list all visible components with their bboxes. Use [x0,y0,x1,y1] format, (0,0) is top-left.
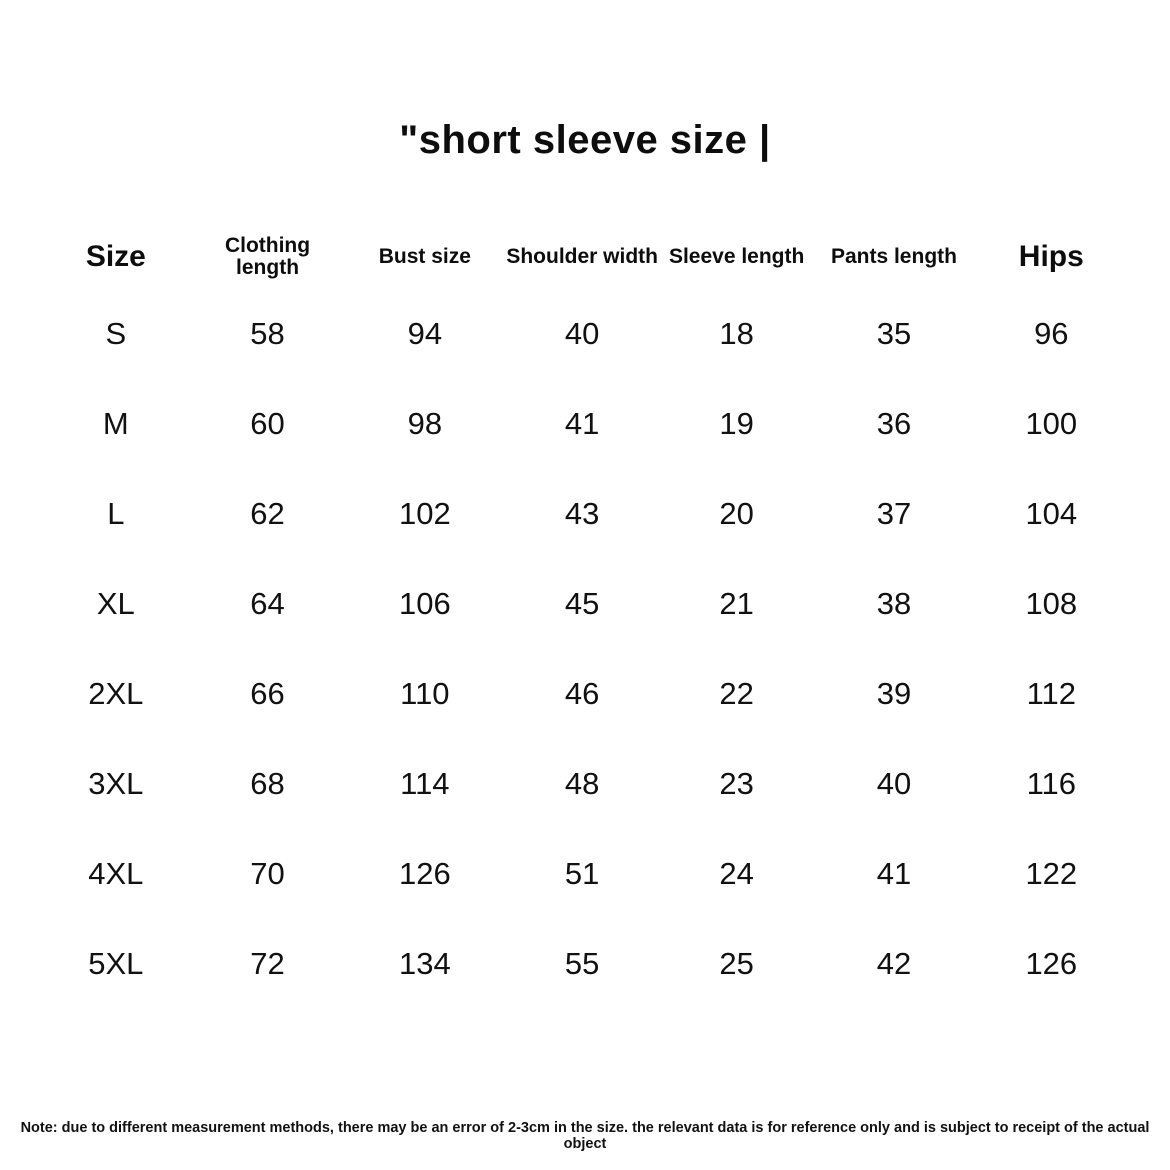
cell-hips: 104 [1025,496,1078,532]
cell-bust-size: 102 [398,496,451,532]
column-header-bust-size: Bust size [378,245,471,269]
page-title: "short sleeve size | [399,118,771,162]
cell-size: M [102,406,129,442]
cell-hips: 100 [1025,406,1078,442]
cell-size: S [105,316,127,352]
column-header-shoulder-width: Shoulder width [506,245,658,269]
cell-sleeve-length: 23 [719,766,754,802]
cell-size: XL [96,586,135,622]
table-row [40,559,1130,649]
cell-sleeve-length: 21 [719,586,754,622]
cell-clothing-length: 60 [250,406,285,442]
table-row [40,289,1130,379]
cell-size: 5XL [88,946,144,982]
cell-pants-length: 42 [876,946,912,982]
cell-pants-length: 35 [876,316,912,352]
cell-bust-size: 114 [400,766,450,802]
cell-pants-length: 36 [876,406,912,442]
column-header-size: Size [85,240,146,274]
cell-clothing-length: 62 [250,496,285,532]
size-table-container [0,235,1170,1009]
cell-bust-size: 98 [407,406,443,442]
cell-shoulder-width: 48 [564,766,600,802]
cell-hips: 116 [1026,766,1077,802]
cell-bust-size: 126 [398,856,451,892]
cell-size: 3XL [88,766,144,802]
cell-clothing-length: 68 [250,766,285,802]
cell-hips: 108 [1025,586,1078,622]
measurement-note: Note: due to different measurement methods, there may be an error of 2-3cm in the size. the relevant data is for reference only and is subject to receipt of the actual object [20,1120,1150,1152]
cell-sleeve-length: 18 [719,316,754,352]
cell-shoulder-width: 51 [564,856,600,892]
table-row [40,739,1130,829]
cell-bust-size: 134 [398,946,451,982]
table-header [40,235,1130,289]
cell-shoulder-width: 45 [564,586,600,622]
cell-sleeve-length: 19 [719,406,754,442]
cell-hips: 126 [1025,946,1078,982]
table-row [40,649,1130,739]
cell-pants-length: 37 [876,496,912,532]
cell-hips: 122 [1025,856,1078,892]
table-body [40,289,1130,1009]
cell-shoulder-width: 43 [564,496,600,532]
cell-pants-length: 38 [876,586,912,622]
size-table [40,235,1130,1009]
cell-sleeve-length: 20 [719,496,754,532]
cell-clothing-length: 58 [250,316,285,352]
cell-clothing-length: 66 [250,676,285,712]
table-header-row [40,235,1130,289]
table-row [40,469,1130,559]
cell-sleeve-length: 24 [719,856,754,892]
cell-bust-size: 106 [398,586,451,622]
cell-sleeve-length: 22 [719,676,754,712]
cell-shoulder-width: 55 [564,946,600,982]
cell-bust-size: 110 [400,676,450,712]
table-row [40,379,1130,469]
column-header-clothing-length: Clothing length [224,234,311,280]
table-row [40,829,1130,919]
cell-size: 2XL [88,676,144,712]
cell-size: L [107,496,125,532]
cell-clothing-length: 70 [250,856,285,892]
column-header-sleeve-length: Sleeve length [668,245,805,269]
cell-clothing-length: 64 [250,586,285,622]
cell-bust-size: 94 [407,316,443,352]
cell-pants-length: 41 [876,856,912,892]
cell-size: 4XL [88,856,144,892]
cell-hips: 112 [1026,676,1077,712]
column-header-pants-length: Pants length [830,245,957,269]
cell-clothing-length: 72 [250,946,285,982]
cell-shoulder-width: 41 [564,406,600,442]
cell-shoulder-width: 40 [564,316,600,352]
table-row [40,919,1130,1009]
cell-hips: 96 [1034,316,1069,352]
cell-pants-length: 40 [876,766,912,802]
cell-sleeve-length: 25 [719,946,754,982]
cell-pants-length: 39 [876,676,912,712]
cell-shoulder-width: 46 [564,676,600,712]
column-header-hips: Hips [1018,240,1084,274]
